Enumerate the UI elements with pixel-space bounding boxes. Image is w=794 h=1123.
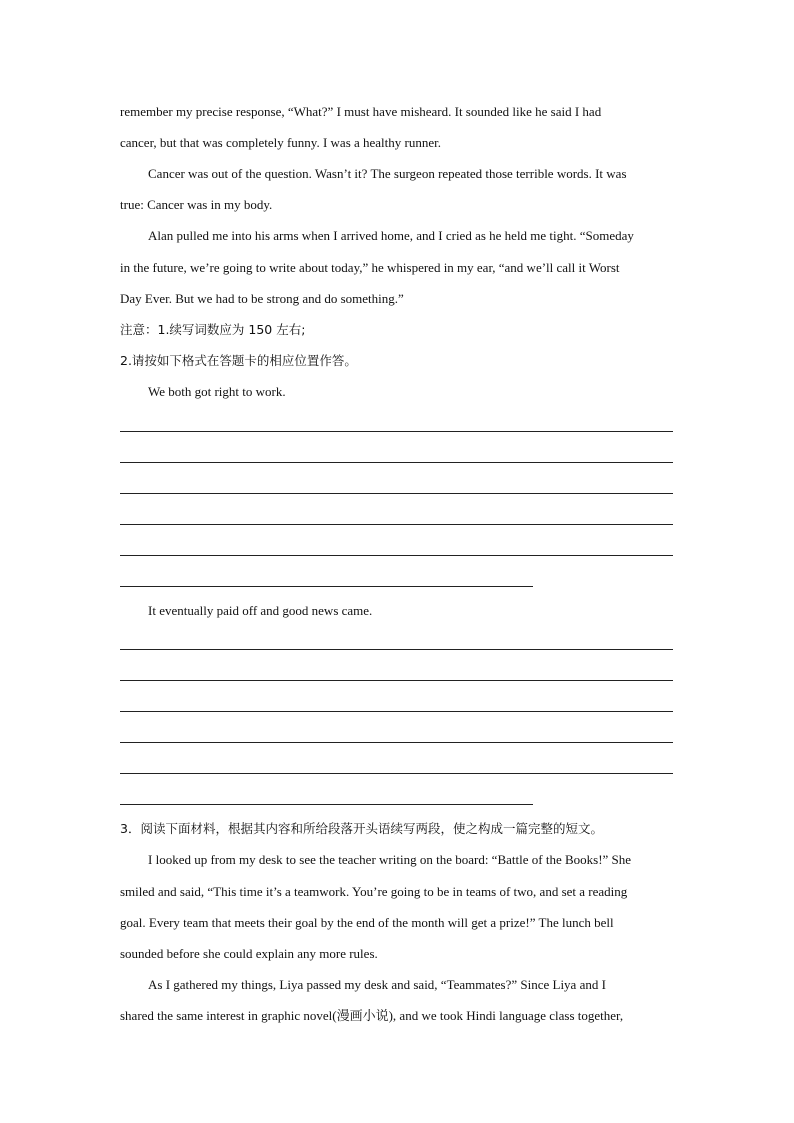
answer-line[interactable] bbox=[120, 773, 673, 774]
passage-line: sounded before she could explain any more rules. bbox=[120, 946, 378, 961]
passage-line: Day Ever. But we had to be strong and do something.” bbox=[120, 291, 404, 306]
answer-line[interactable] bbox=[120, 586, 533, 587]
passage-line: true: Cancer was in my body. bbox=[120, 197, 273, 212]
passage-line: in the future, we’re going to write about today,” he whispered in my ear, “and we’ll call it Worst bbox=[120, 260, 620, 275]
passage-line: shared the same interest in graphic novel(漫画小说), and we took Hindi language class together, bbox=[120, 1008, 624, 1023]
answer-line[interactable] bbox=[120, 680, 673, 681]
passage-line: remember my precise response, “What?” I must have misheard. It sounded like he said I had bbox=[120, 104, 602, 119]
answer-line[interactable] bbox=[120, 493, 673, 494]
answer-line[interactable] bbox=[120, 804, 533, 805]
passage-line: Cancer was out of the question. Wasn’t it? The surgeon repeated those terrible words. It was bbox=[148, 166, 627, 181]
paragraph-opener-2: It eventually paid off and good news came. bbox=[148, 603, 373, 618]
passage-line: Alan pulled me into his arms when I arrived home, and I cried as he held me tight. “Someday bbox=[148, 228, 634, 243]
note-format: 2.请按如下格式在答题卡的相应位置作答。 bbox=[120, 353, 357, 368]
answer-line[interactable] bbox=[120, 649, 673, 650]
passage-line: goal. Every team that meets their goal by the end of the month will get a prize!” The lunch bell bbox=[120, 915, 614, 930]
answer-line[interactable] bbox=[120, 711, 673, 712]
note-word-count: 注意：1.续写词数应为 150 左右; bbox=[120, 322, 306, 337]
answer-line[interactable] bbox=[120, 431, 673, 432]
answer-line[interactable] bbox=[120, 742, 673, 743]
paragraph-opener-1: We both got right to work. bbox=[148, 384, 286, 399]
answer-line[interactable] bbox=[120, 524, 673, 525]
passage-line: smiled and said, “This time it’s a teamwork. You’re going to be in teams of two, and set a reading bbox=[120, 884, 628, 899]
answer-line[interactable] bbox=[120, 555, 673, 556]
passage-line: As I gathered my things, Liya passed my desk and said, “Teammates?” Since Liya and I bbox=[148, 977, 606, 992]
passage-line: I looked up from my desk to see the teacher writing on the board: “Battle of the Books!” She bbox=[148, 852, 632, 867]
question-3-heading: 3．阅读下面材料，根据其内容和所给段落开头语续写两段，使之构成一篇完整的短文。 bbox=[120, 821, 603, 836]
passage-line: cancer, but that was completely funny. I was a healthy runner. bbox=[120, 135, 441, 150]
answer-line[interactable] bbox=[120, 462, 673, 463]
